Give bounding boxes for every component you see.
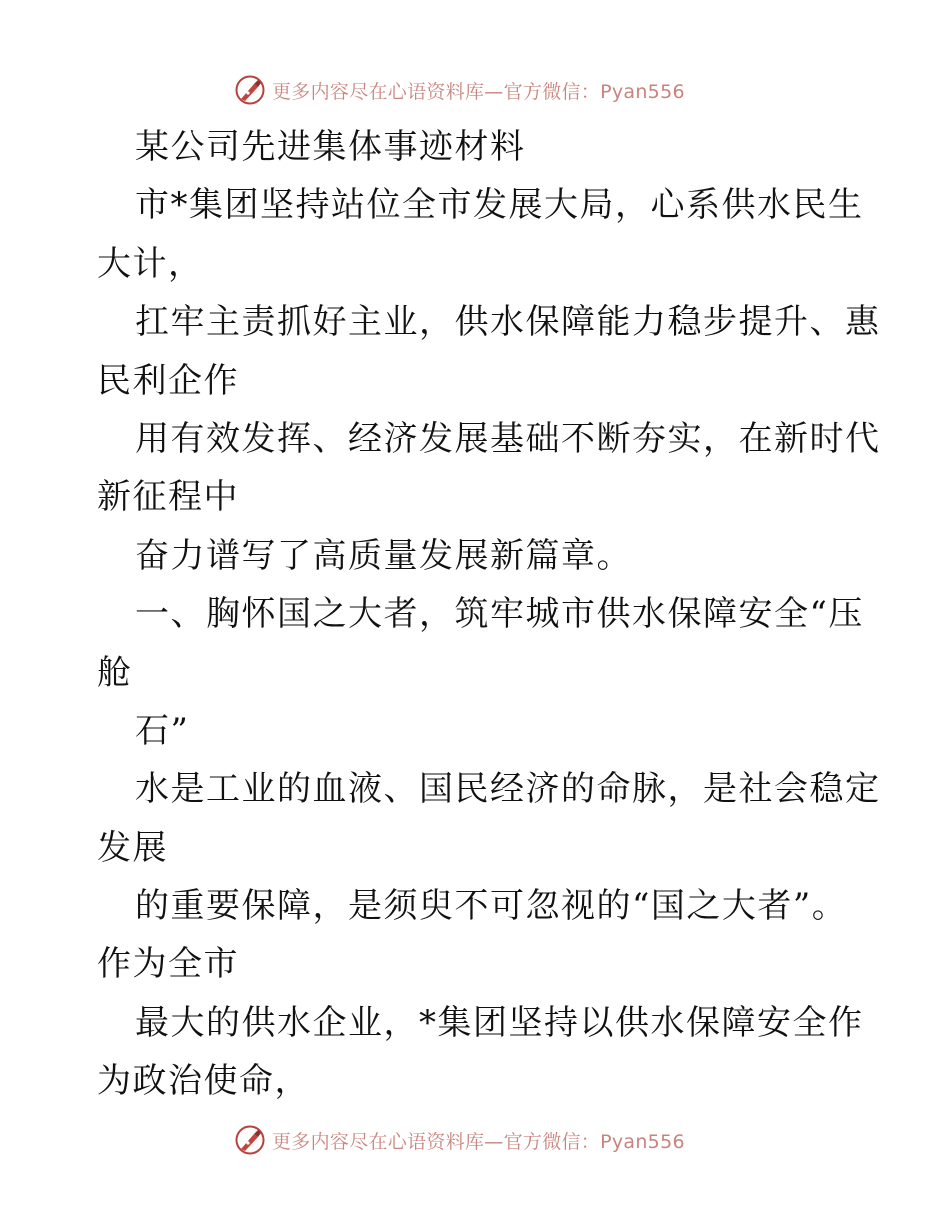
pen-nib-logo-icon xyxy=(234,1124,266,1156)
text-line: 扛牢主责抓好主业，供水保障能力稳步提升、惠 xyxy=(135,302,881,343)
text-line: 一、胸怀国之大者，筑牢城市供水保障安全“压 xyxy=(135,594,864,635)
text-line: 民利企作 xyxy=(97,360,239,401)
text-line: 石” xyxy=(135,710,190,751)
text-line: 水是工业的血液、国民经济的命脉，是社会稳定 xyxy=(135,769,881,810)
text-line: 用有效发挥、经济发展基础不断夯实，在新时代 xyxy=(135,418,881,459)
footer-watermark xyxy=(234,1122,685,1158)
text-line: 最大的供水企业，*集团坚持以供水保障安全作 xyxy=(135,1002,864,1043)
text-line: 大计， xyxy=(97,243,204,284)
text-line: 新征程中 xyxy=(97,477,239,518)
text-line: 某公司先进集体事迹材料 xyxy=(135,127,526,167)
watermark-text: 更多内容尽在心语资料库—官方微信：Pyan556 xyxy=(272,1130,685,1153)
text-line: 奋力谱写了高质量发展新篇章。 xyxy=(135,535,632,576)
text-line: 为政治使命， xyxy=(97,1061,310,1102)
text-line: 作为全市 xyxy=(97,944,239,985)
text-line: 舱 xyxy=(97,652,133,693)
watermark-text: 更多内容尽在心语资料库—官方微信：Pyan556 xyxy=(272,80,685,103)
text-line: 的重要保障，是须臾不可忽视的“国之大者”。 xyxy=(135,886,848,927)
text-line: 市*集团坚持站位全市发展大局，心系供水民生 xyxy=(135,185,864,226)
text-line: 发展 xyxy=(97,827,168,868)
document-body xyxy=(97,118,881,1111)
header-watermark xyxy=(234,72,685,108)
pen-nib-logo-icon xyxy=(234,74,266,106)
